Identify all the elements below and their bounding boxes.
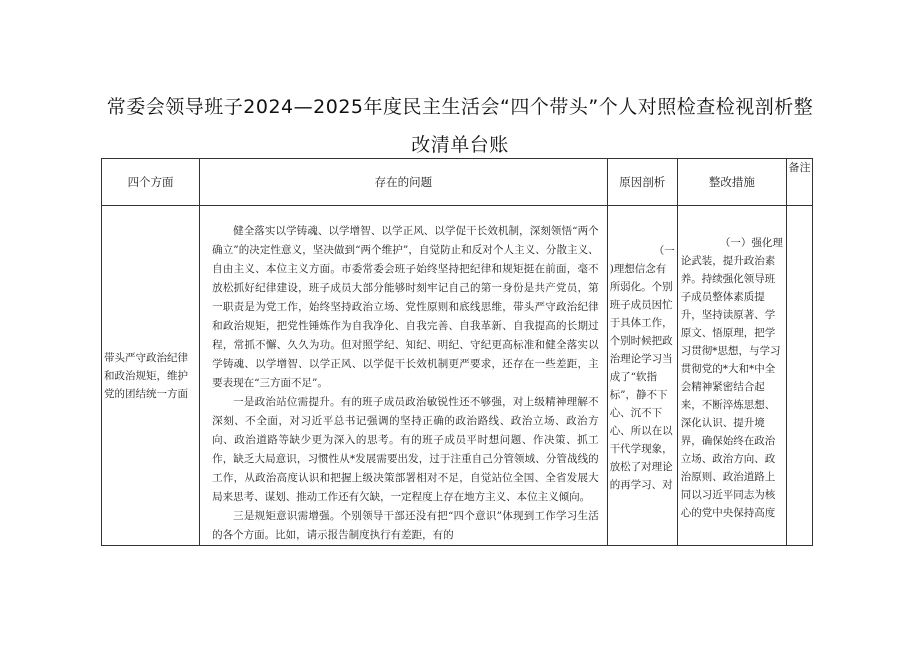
cause-heading: （一 [653,245,675,257]
cell-aspect: 带头严守政治纪律和政治规矩，维护党的团结统一方面 [102,206,200,546]
problems-paragraph-1: 健全落实以学铸魂、以学增智、以学正风、以学促干长效机制，深刻领悟“两个确立”的决定性意义，坚决做到“两个维护”，自觉防止和反对个人主义、分散主义、自由主义、本位主义方面。市委常委会班子始终坚持把纪律和规矩挺在前面，毫不放松抓好纪律建设，班子成员大部分能够时刻牢记自己的第一身份是共产党员，第一职责是为党工作，始终坚持政治立场、党性原则和底线思维，带头严守政治纪律和政治规矩，把党性锤炼作为自我净化、自我完善、自我革新、自我提高的长期过程，常抓不懈、久久为功。但对照学纪、知纪、明纪、守纪更高标准和健全落实以学铸魂、以学增智、以学正风、以学促干长效机制更严要求，还存在一些差距，主要表现在“三方面不足”。 [212,225,599,389]
table-row [102,206,813,546]
header-problems: 存在的问题 [200,159,608,206]
cell-cause [607,206,677,546]
document-title-line2: 改清单台账 [411,134,509,156]
cause-text: )理想信念有所弱化。个别班子成员因忙于具体工作，个别时候把政治理论学习当成了“软指标”，静不下心、沉不下心、所以在以干代学现象，放松了对理论的再学习、对 [609,263,673,491]
header-measures: 整改措施 [677,159,786,206]
cell-problems [200,206,608,546]
measures-heading: （一）强化理 [719,237,783,249]
problems-paragraph-2: 一是政治站位需提升。有的班子成员政治敏锐性还不够强，对上级精神理解不深刻、不全面，对习近平总书记强调的坚持正确的政治路线、政治立场、政治方向、政治道路等缺少更为深入的思考。有的班子成员平时想问题、作决策、抓工作，缺乏大局意识，习惯性从*发展需要出发，过于注重自己分管领域、分管战线的工作，从政治高度认识和把握上级决策部署相对不足，自觉站位全国、全省发展大局来思考、谋划、推动工作还有欠缺，一定程度上存在地方主义、本位主义倾向。 [212,396,599,503]
cell-notes [786,206,812,546]
rectification-ledger-table [101,158,813,546]
header-notes: 备注 [786,159,812,206]
document-title-line1: 常委会领导班子2024—2025年度民主生活会“四个带头”个人对照检查检视剖析整 [106,96,814,118]
header-cause: 原因剖析 [607,159,677,206]
problems-paragraph-3: 三是规矩意识需增强。个别领导干部还没有把“四个意识”体现到工作学习生活的各个方面。比如，请示报告制度执行有差距，有的 [212,510,599,541]
cell-measures [677,206,786,546]
header-aspect: 四个方面 [102,159,200,206]
measures-text: 论武装，提升政治素养。持续强化领导班子成员整体素质提升，坚持读原著、学原文、悟原理，把学习贯彻*思想，与学习贯彻党的*大和*中全会精神紧密结合起来，不断淬炼思想、深化认识、提升境界，确保始终在政治立场、政治方向、政治原则、政治道路上同以习近平同志为核心的党中央保持高度 [680,255,781,519]
table-header-row [102,159,813,206]
